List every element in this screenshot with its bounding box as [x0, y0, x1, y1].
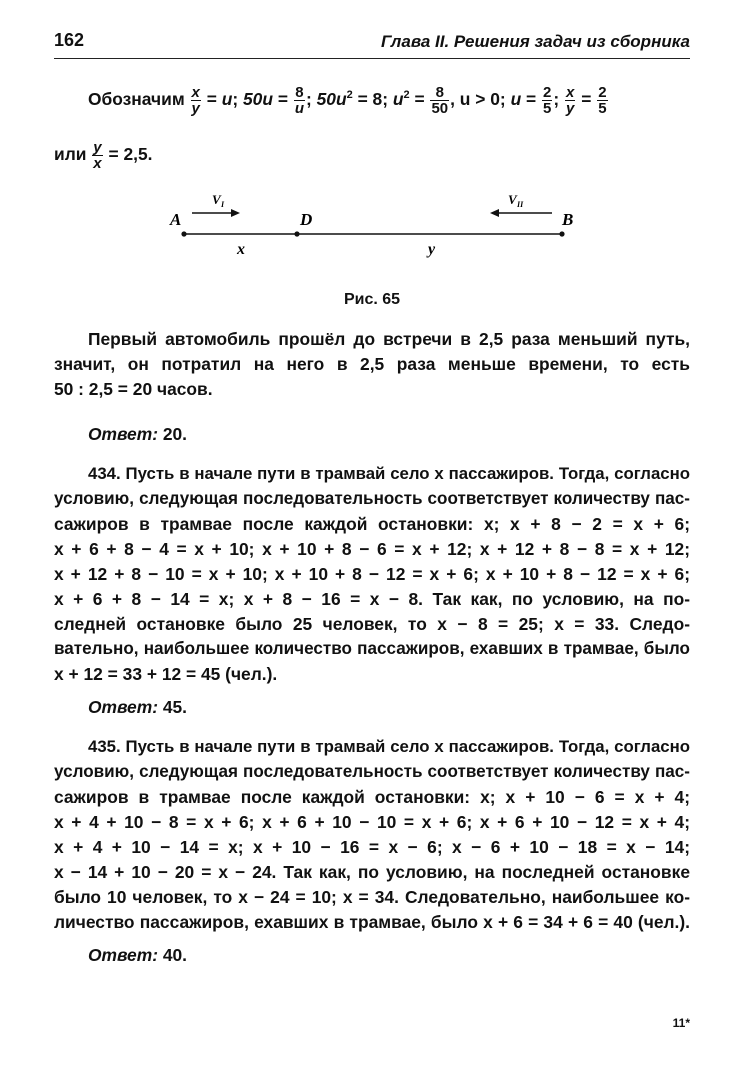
fraction-x-over-y-2: $\frac{x}{y}$: [566, 83, 575, 117]
point-d: [294, 231, 299, 236]
fraction-x-over-y: $\frac{x}{y}$: [191, 83, 200, 117]
footer-signature-mark: 11*: [672, 1016, 690, 1030]
point-b: [559, 231, 564, 236]
answer-label: Ответ:: [88, 945, 158, 965]
answer-value: 20.: [162, 424, 188, 444]
fraction-8-over-u: $\frac{8}{u}$: [294, 83, 304, 117]
problem-435-line: личество пассажиров, ехавших в трамвае, было x + 6 = 34 + 6 = 40 (чел.).: [54, 912, 690, 932]
label-seg-y: y: [428, 241, 436, 258]
label-b: B: [562, 210, 574, 229]
paragraph-line: значит, он потратил на него в 2,5 раза меньше времени, то есть: [54, 354, 690, 374]
problem-435-line: x + 4 + 10 − 8 = x + 6; x + 6 + 10 − 10 = x + 6; x + 6 + 10 − 12 = x + 4;: [54, 812, 690, 832]
paragraph-line: 50 : 2,5 = 20 часов.: [54, 379, 213, 399]
fraction-2-over-5-2: $\frac{2}{5}$: [598, 83, 607, 117]
answer-434: [88, 696, 690, 718]
formula-result-line: или $\frac{y}{x}$ = 2,5.: [54, 139, 153, 172]
problem-434-line: 434. Пусть в начале пути в трамвай село x пассажиров. Тогда, согласно: [88, 464, 690, 483]
answer-1: [88, 423, 690, 445]
answer-value: 40.: [162, 945, 188, 965]
fraction-y-over-x: $\frac{y}{x}$: [93, 139, 102, 172]
formula-line: Обозначим $\frac{x}{y}$ = u; 50u = $\frac{8}{u}$ ; $50u^2 = 8$; $u^2$ = $\frac{8}{50}$ , u > 0; u = $\frac{2}{5}$ ; $\frac{x}{y}$ = $\frac{2}{5}$: [88, 83, 607, 117]
segment-diagram: [160, 182, 590, 262]
point-a: [181, 231, 186, 236]
problem-435-line: 435. Пусть в начале пути в трамвай село x пассажиров. Тогда, согласно: [88, 737, 690, 756]
figure-caption: Рис. 65: [343, 291, 401, 308]
header-rule: [54, 58, 690, 59]
problem-435-line: x − 14 + 10 − 20 = x − 24. Так как, по условию, на последней остановке: [54, 862, 690, 882]
label-a: A: [170, 210, 182, 229]
label-v2: V: [508, 192, 517, 207]
problem-434-line: x + 12 + 8 − 10 = x + 10; x + 10 + 8 − 12 = x + 6; x + 10 + 8 − 12 = x + 6;: [54, 564, 690, 584]
running-title: Глава II. Решения задач из сборника: [381, 32, 690, 51]
arrow-v1-head: [231, 209, 240, 217]
problem-434-line: сажиров в трамвае после каждой остановки: x; x + 8 − 2 = x + 6;: [54, 514, 690, 534]
problem-434-line: следней остановке было 25 человек, то x − 8 = 25; x = 33. Следо-: [54, 614, 690, 634]
problem-435-line: сажиров в трамвае после каждой остановки: x; x + 10 − 6 = x + 4;: [54, 787, 690, 807]
label-seg-x: x: [237, 241, 245, 258]
problem-434-line: вательно, наибольшее количество пассажиров, ехавших в трамвае, было: [54, 639, 690, 658]
page-number: 162: [54, 30, 85, 50]
problem-435-line: было 10 человек, то x − 24 = 10; x = 34. Следовательно, наибольшее ко-: [54, 887, 690, 907]
problem-434-line: x + 12 = 33 + 12 = 45 (чел.).: [54, 664, 278, 684]
fraction-8-over-50: $\frac{8}{50}$: [431, 83, 449, 117]
answer-435: [88, 944, 690, 966]
problem-435-line: условию, следующая последовательность соответствует количеству пас-: [54, 762, 690, 781]
arrow-v2-head: [490, 209, 499, 217]
label-v2-sub: II: [517, 200, 524, 209]
answer-label: Ответ:: [88, 697, 158, 717]
problem-435-line: x + 4 + 10 − 14 = x; x + 10 − 16 = x − 6; x − 6 + 10 − 18 = x − 14;: [54, 837, 690, 857]
paragraph-line: Первый автомобиль прошёл до встречи в 2,5 раза меньший путь,: [88, 329, 690, 349]
fraction-2-over-5: $\frac{2}{5}$: [543, 83, 552, 117]
formula-prefix: Обозначим: [88, 88, 185, 109]
problem-434-line: x + 6 + 8 − 4 = x + 10; x + 10 + 8 − 6 = x + 12; x + 12 + 8 − 8 = x + 12;: [54, 539, 690, 559]
label-v1: V: [212, 192, 221, 207]
problem-434-line: x + 6 + 8 − 14 = x; x + 8 − 16 = x − 8. Так как, по условию, на по-: [54, 589, 690, 609]
answer-label: Ответ:: [88, 424, 158, 444]
problem-434-line: условию, следующая последовательность соответствует количеству пас-: [54, 489, 690, 508]
label-v1-sub: I: [221, 200, 225, 209]
label-d: D: [300, 210, 313, 229]
answer-value: 45.: [162, 697, 188, 717]
